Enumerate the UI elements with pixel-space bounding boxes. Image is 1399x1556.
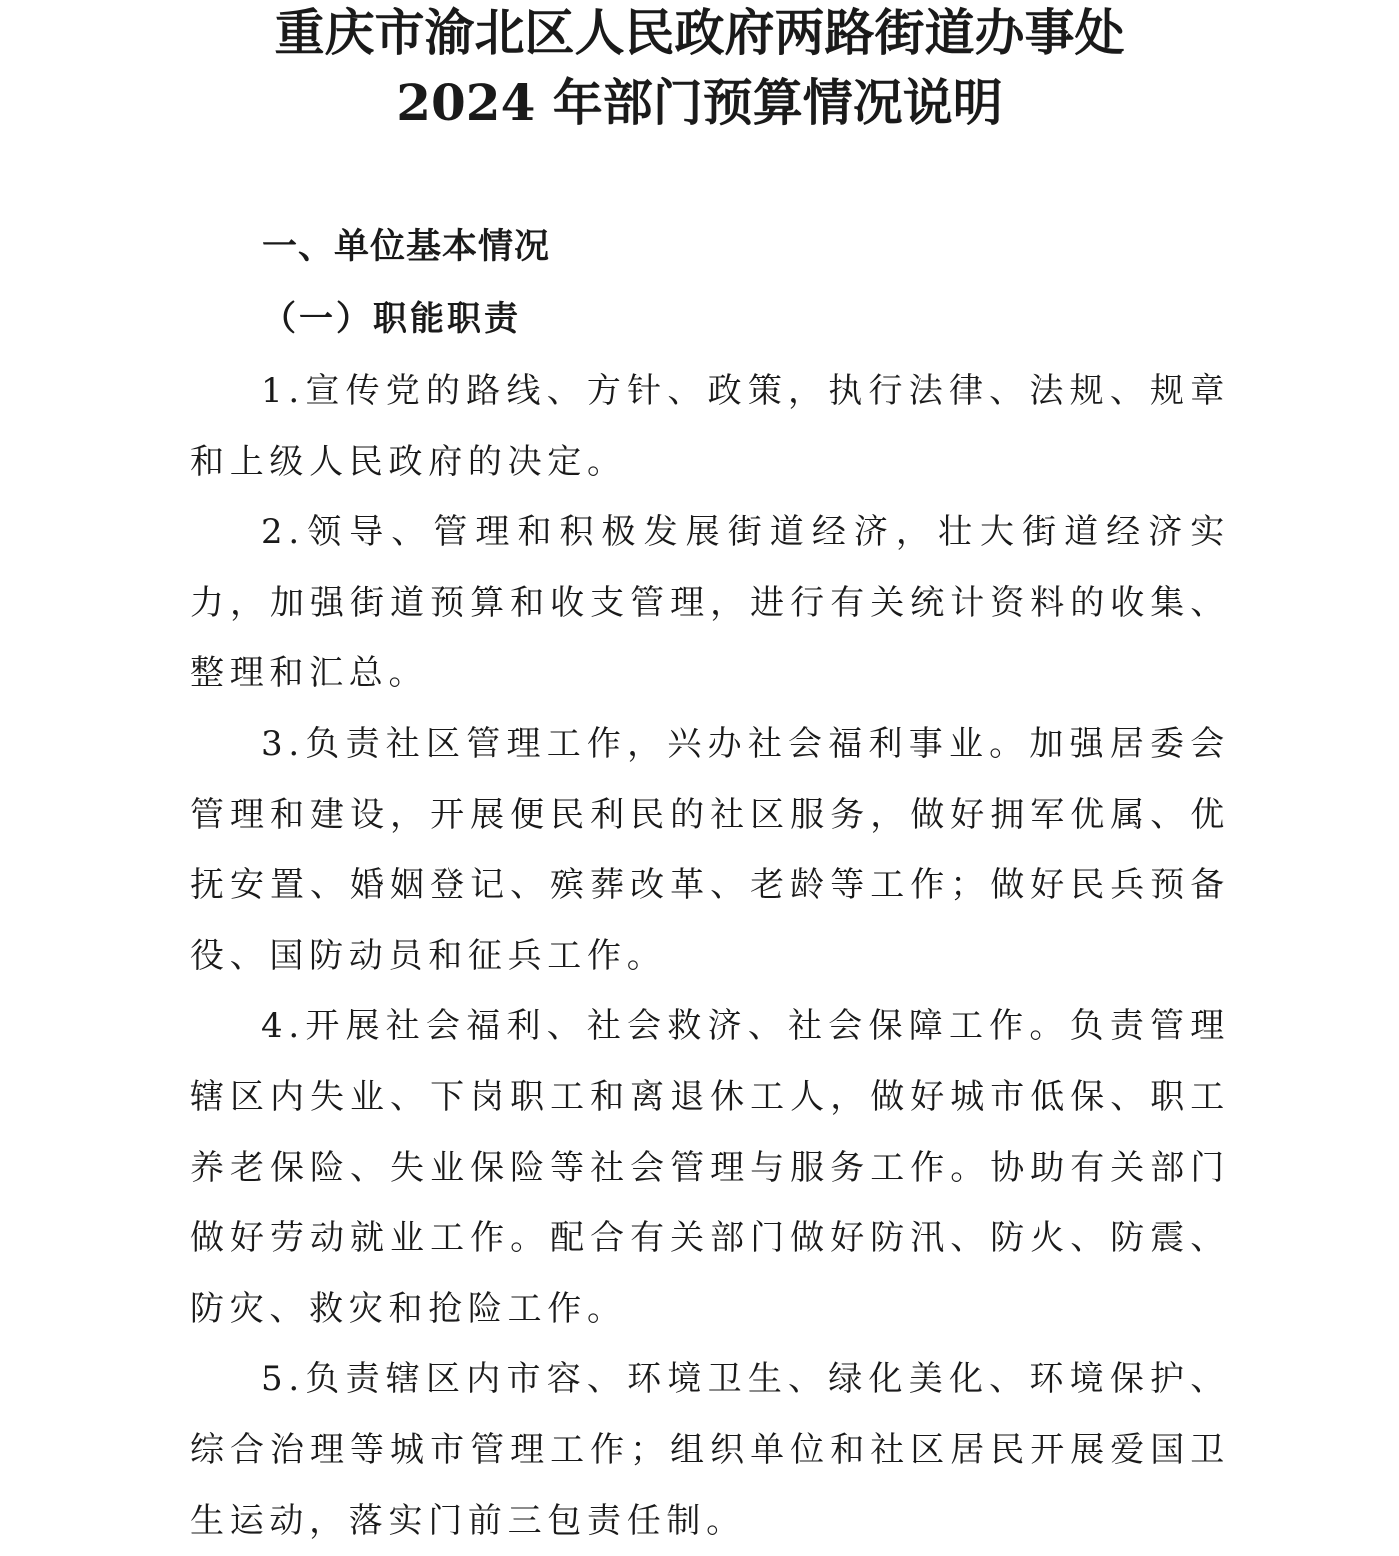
document-body: [190, 356, 1230, 1556]
document-title-line1: 重庆市渝北区人民政府两路街道办事处: [274, 3, 1125, 62]
subsection-heading: （一）职能职责: [262, 299, 521, 339]
section-heading: 一、单位基本情况: [262, 227, 551, 267]
paragraph-item-4: 4.开展社会福利、社会救济、社会保障工作。负责管理辖区内失业、下岗职工和离退休工人，做好城市低保、职工养老保险、失业保险等社会管理与服务工作。协助有关部门做好劳动就业工作。配合有关部门做好防汛、防火、防震、防灾、救灾和抢险工作。: [190, 1006, 1230, 1329]
document-title-line2: 2024 年部门预算情况说明: [396, 73, 1003, 132]
paragraph-item-2: 2.领导、管理和积极发展街道经济，壮大街道经济实力，加强街道预算和收支管理，进行有关统计资料的收集、整理和汇总。: [190, 512, 1230, 694]
paragraph-item-5: 5.负责辖区内市容、环境卫生、绿化美化、环境保护、综合治理等城市管理工作；组织单位和社区居民开展爱国卫生运动，落实门前三包责任制。: [190, 1359, 1230, 1541]
paragraph-item-1: 1.宣传党的路线、方针、政策，执行法律、法规、规章和上级人民政府的决定。: [190, 371, 1230, 482]
paragraph-item-3: 3.负责社区管理工作，兴办社会福利事业。加强居委会管理和建设，开展便民利民的社区服务，做好拥军优属、优抚安置、婚姻登记、殡葬改革、老龄等工作；做好民兵预备役、国防动员和征兵工作。: [190, 723, 1230, 976]
